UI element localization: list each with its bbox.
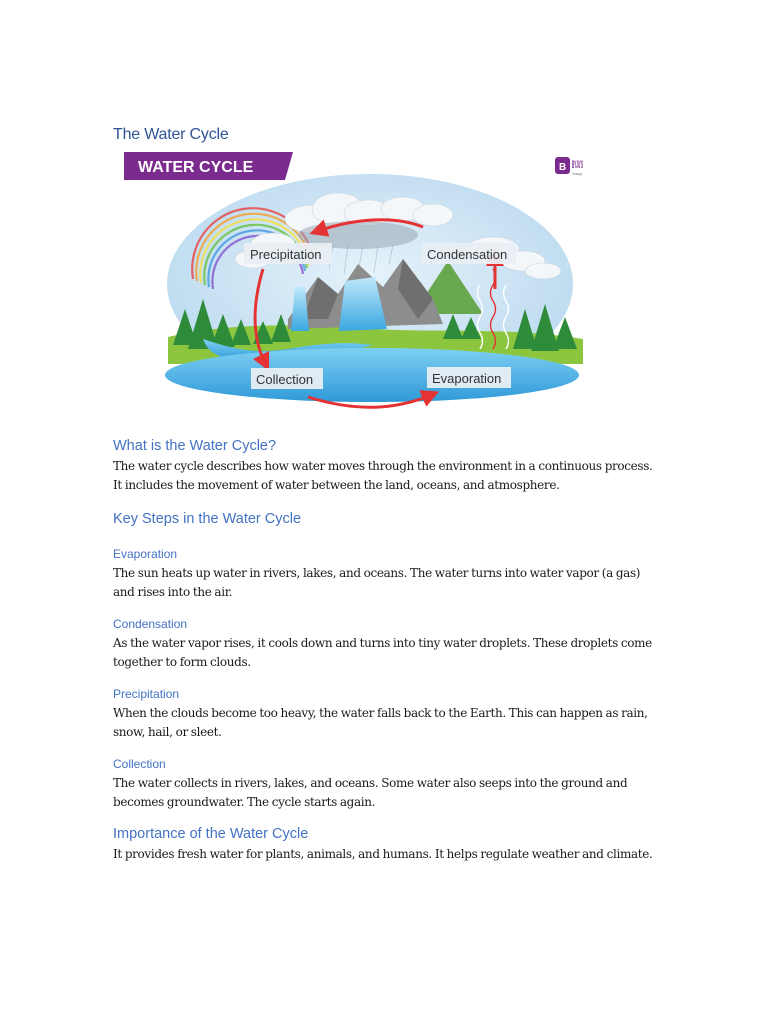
heading-precipitation: Precipitation xyxy=(113,687,180,701)
paragraph-condensation: As the water vapor rises, it cools down and turns into tiny water droplets. These droplets come together to form clouds. xyxy=(113,636,652,669)
banner xyxy=(124,152,293,180)
byjus-logo xyxy=(555,157,583,176)
label-collection xyxy=(251,368,323,389)
heading-key-steps: Key Steps in the Water Cycle xyxy=(113,511,302,527)
label-condensation xyxy=(422,243,516,264)
heading-what-is: What is the Water Cycle? xyxy=(113,438,277,454)
label-evaporation-text: Evaporation xyxy=(432,371,502,386)
paragraph-evaporation: The sun heats up water in rivers, lakes, and oceans. The water turns into water vapor (a gas) and rises into the air. xyxy=(113,566,641,599)
label-collection-text: Collection xyxy=(256,372,314,387)
page-title: The Water Cycle xyxy=(113,126,229,143)
banner-text: WATER CYCLE xyxy=(138,159,254,176)
label-precipitation-text: Precipitation xyxy=(250,247,322,262)
paragraph-importance: It provides fresh water for plants, animals, and humans. It helps regulate weather and climate. xyxy=(113,847,653,861)
heading-condensation: Condensation xyxy=(113,617,188,631)
water-cycle-illustration xyxy=(113,149,583,419)
water-cycle-figure xyxy=(113,149,583,419)
document-content xyxy=(113,124,653,864)
label-evaporation xyxy=(427,367,511,388)
label-condensation-text: Condensation xyxy=(427,247,508,262)
heading-evaporation: Evaporation xyxy=(113,547,178,561)
logo-tagline: The Learning App xyxy=(572,172,583,176)
heading-importance: Importance of the Water Cycle xyxy=(113,826,309,842)
heading-collection: Collection xyxy=(113,757,166,771)
ocean xyxy=(165,348,579,402)
logo-text: BYJU'S xyxy=(572,159,583,171)
paragraph-collection: The water collects in rivers, lakes, and oceans. Some water also seeps into the ground and becomes groundwater. The cycle starts again. xyxy=(113,776,628,809)
paragraph-precipitation: When the clouds become too heavy, the water falls back to the Earth. This can happen as rain, snow, hail, or sleet. xyxy=(113,706,648,739)
label-precipitation xyxy=(244,243,332,264)
paragraph-what-is: The water cycle describes how water moves through the environment in a continuous process. It includes the movement of water between the land, oceans, and atmosphere. xyxy=(113,459,653,492)
svg-text:B: B xyxy=(559,162,567,173)
